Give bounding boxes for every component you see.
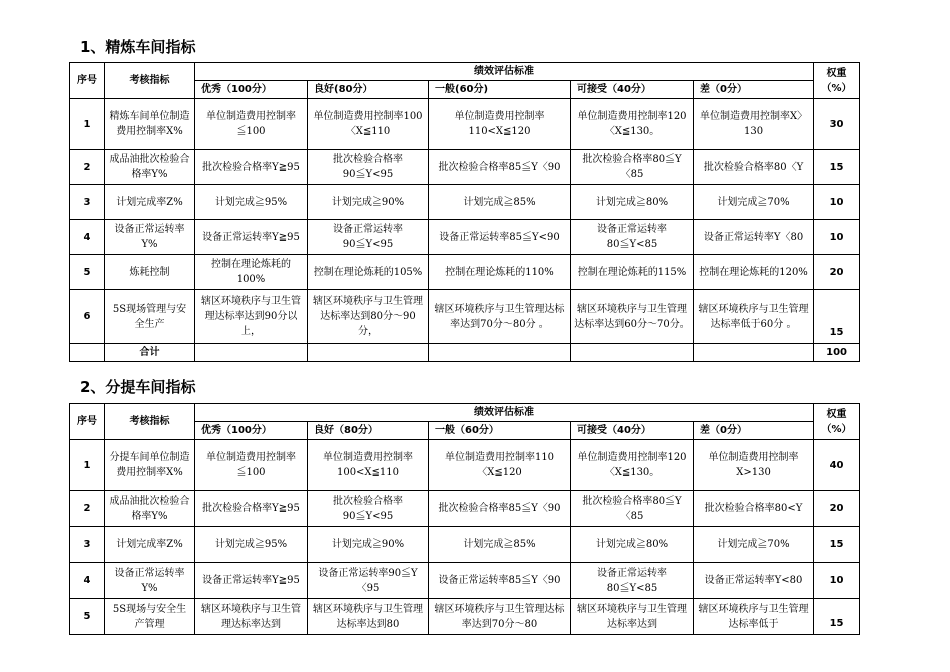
row-no: 6 xyxy=(70,290,105,344)
row-weight: 10 xyxy=(814,220,860,255)
cell-average: 单位制造费用控制率110〈X≦120 xyxy=(429,440,571,491)
cell-excellent: 辖区环境秩序与卫生管理达标率达到90分以上， xyxy=(195,290,308,344)
row-weight: 15 xyxy=(814,150,860,185)
cell-acceptable: 设备正常运转率80≦Y<85 xyxy=(571,220,694,255)
cell-excellent: 单位制造费用控制率≦100 xyxy=(195,99,308,150)
cell-average: 批次检验合格率85≦Y〈90 xyxy=(429,491,571,527)
cell-good: 辖区环境秩序与卫生管理达标率达到80分～90分， xyxy=(308,290,429,344)
cell-excellent: 计划完成≧95% xyxy=(195,527,308,563)
cell-poor: 设备正常运转率Y<80 xyxy=(694,563,814,599)
row-indicator: 计划完成率Z% xyxy=(105,185,195,220)
row-weight: 15 xyxy=(814,290,860,344)
total-row xyxy=(70,344,860,362)
table-row xyxy=(70,491,860,527)
cell-excellent: 设备正常运转率Y≧95 xyxy=(195,563,308,599)
row-weight: 10 xyxy=(814,185,860,220)
cell-average: 计划完成≧85% xyxy=(429,185,571,220)
row-indicator: 分提车间单位制造费用控制率X% xyxy=(105,440,195,491)
total-blank xyxy=(70,344,105,362)
table-row xyxy=(70,599,860,635)
cell-average: 单位制造费用控制率110<X≦120 xyxy=(429,99,571,150)
cell-good: 单位制造费用控制率100〈X≦110 xyxy=(308,99,429,150)
cell-excellent: 批次检验合格率Y≧95 xyxy=(195,491,308,527)
cell-acceptable: 单位制造费用控制率120〈X≦130。 xyxy=(571,99,694,150)
header-level-acceptable: 可接受（40分） xyxy=(571,81,694,99)
header-no: 序号 xyxy=(70,63,105,99)
cell-average: 辖区环境秩序与卫生管理达标率达到70分～80分 。 xyxy=(429,290,571,344)
row-no: 2 xyxy=(70,491,105,527)
cell-poor: 单位制造费用控制率X>130 xyxy=(694,440,814,491)
cell-excellent: 批次检验合格率Y≧95 xyxy=(195,150,308,185)
header-level-excellent: 优秀（100分） xyxy=(195,81,308,99)
table-row xyxy=(70,99,860,150)
row-no: 5 xyxy=(70,599,105,635)
header-level-poor: 差（0分） xyxy=(694,81,814,99)
total-blank xyxy=(195,344,308,362)
cell-acceptable: 辖区环境秩序与卫生管理达标率达到 xyxy=(571,599,694,635)
cell-good: 单位制造费用控制率100<X≦110 xyxy=(308,440,429,491)
header-standard: 绩效评估标准 xyxy=(195,404,814,422)
row-weight: 30 xyxy=(814,99,860,150)
cell-average: 设备正常运转率85≦Y〈90 xyxy=(429,563,571,599)
cell-excellent: 辖区环境秩序与卫生管理达标率达到 xyxy=(195,599,308,635)
row-no: 3 xyxy=(70,527,105,563)
header-level-acceptable: 可接受（40分） xyxy=(571,422,694,440)
total-blank xyxy=(308,344,429,362)
row-no: 1 xyxy=(70,99,105,150)
row-weight: 15 xyxy=(814,527,860,563)
cell-average: 设备正常运转率85≦Y<90 xyxy=(429,220,571,255)
cell-poor: 控制在理论炼耗的120% xyxy=(694,255,814,290)
cell-acceptable: 计划完成≧80% xyxy=(571,527,694,563)
cell-poor: 设备正常运转率Y〈80 xyxy=(694,220,814,255)
cell-acceptable: 控制在理论炼耗的115% xyxy=(571,255,694,290)
row-no: 2 xyxy=(70,150,105,185)
total-blank xyxy=(571,344,694,362)
cell-average: 辖区环境秩序与卫生管理达标率达到70分～80 xyxy=(429,599,571,635)
cell-excellent: 设备正常运转率Y≧95 xyxy=(195,220,308,255)
section-title-fractionation: 2、分提车间指标 xyxy=(80,378,196,396)
row-indicator: 5S现场管理与安全生产 xyxy=(105,290,195,344)
header-weight: 权重（%） xyxy=(814,63,860,99)
row-indicator: 炼耗控制 xyxy=(105,255,195,290)
cell-acceptable: 批次检验合格率80≦Y〈85 xyxy=(571,150,694,185)
cell-excellent: 控制在理论炼耗的100% xyxy=(195,255,308,290)
cell-acceptable: 辖区环境秩序与卫生管理达标率达到60分～70分。 xyxy=(571,290,694,344)
header-indicator: 考核指标 xyxy=(105,404,195,440)
header-level-poor: 差（0分） xyxy=(694,422,814,440)
cell-poor: 辖区环境秩序与卫生管理达标率低于60分 。 xyxy=(694,290,814,344)
header-level-good: 良好（80分） xyxy=(308,422,429,440)
row-indicator: 设备正常运转率Y% xyxy=(105,220,195,255)
row-no: 4 xyxy=(70,563,105,599)
row-weight: 40 xyxy=(814,440,860,491)
table-row xyxy=(70,255,860,290)
header-weight: 权重（%） xyxy=(814,404,860,440)
table-row xyxy=(70,220,860,255)
fractionation-kpi-table xyxy=(69,403,860,635)
cell-poor: 计划完成≧70% xyxy=(694,527,814,563)
refining-kpi-table xyxy=(69,62,860,362)
cell-acceptable: 计划完成≧80% xyxy=(571,185,694,220)
cell-poor: 辖区环境秩序与卫生管理达标率低于 xyxy=(694,599,814,635)
section-title-refining: 1、精炼车间指标 xyxy=(80,38,196,56)
cell-acceptable: 单位制造费用控制率120〈X≦130。 xyxy=(571,440,694,491)
header-indicator: 考核指标 xyxy=(105,63,195,99)
header-no: 序号 xyxy=(70,404,105,440)
header-standard: 绩效评估标准 xyxy=(195,63,814,81)
cell-acceptable: 设备正常运转率80≦Y<85 xyxy=(571,563,694,599)
row-weight: 20 xyxy=(814,491,860,527)
table-row xyxy=(70,527,860,563)
cell-poor: 批次检验合格率80<Y xyxy=(694,491,814,527)
row-weight: 10 xyxy=(814,563,860,599)
row-indicator: 计划完成率Z% xyxy=(105,527,195,563)
table-row xyxy=(70,290,860,344)
header-level-excellent: 优秀（100分） xyxy=(195,422,308,440)
row-indicator: 设备正常运转率Y% xyxy=(105,563,195,599)
cell-poor: 单位制造费用控制率X〉130 xyxy=(694,99,814,150)
table-row xyxy=(70,440,860,491)
row-no: 3 xyxy=(70,185,105,220)
row-weight: 20 xyxy=(814,255,860,290)
cell-good: 控制在理论炼耗的105% xyxy=(308,255,429,290)
total-label: 合计 xyxy=(105,344,195,362)
header-level-good: 良好(80分） xyxy=(308,81,429,99)
cell-average: 控制在理论炼耗的110% xyxy=(429,255,571,290)
cell-excellent: 计划完成≧95% xyxy=(195,185,308,220)
row-indicator: 成品油批次检验合格率Y% xyxy=(105,150,195,185)
cell-poor: 批次检验合格率80〈Y xyxy=(694,150,814,185)
total-blank xyxy=(694,344,814,362)
cell-good: 设备正常运转率90≦Y〈95 xyxy=(308,563,429,599)
row-weight: 15 xyxy=(814,599,860,635)
header-level-average: 一般(60分) xyxy=(429,81,571,99)
cell-average: 批次检验合格率85≦Y〈90 xyxy=(429,150,571,185)
cell-good: 辖区环境秩序与卫生管理达标率达到80 xyxy=(308,599,429,635)
header-level-average: 一般（60分） xyxy=(429,422,571,440)
row-no: 1 xyxy=(70,440,105,491)
cell-good: 批次检验合格率90≦Y<95 xyxy=(308,491,429,527)
table-row xyxy=(70,150,860,185)
row-indicator: 精炼车间单位制造费用控制率X% xyxy=(105,99,195,150)
cell-average: 计划完成≧85% xyxy=(429,527,571,563)
row-indicator: 成品油批次检验合格率Y% xyxy=(105,491,195,527)
total-blank xyxy=(429,344,571,362)
row-no: 4 xyxy=(70,220,105,255)
cell-excellent: 单位制造费用控制率≦100 xyxy=(195,440,308,491)
cell-acceptable: 批次检验合格率80≦Y〈85 xyxy=(571,491,694,527)
total-value: 100 xyxy=(814,344,860,362)
cell-good: 设备正常运转率90≦Y<95 xyxy=(308,220,429,255)
row-indicator: 5S现场与安全生产管理 xyxy=(105,599,195,635)
row-no: 5 xyxy=(70,255,105,290)
cell-good: 计划完成≧90% xyxy=(308,185,429,220)
cell-poor: 计划完成≧70% xyxy=(694,185,814,220)
cell-good: 批次检验合格率90≦Y<95 xyxy=(308,150,429,185)
cell-good: 计划完成≧90% xyxy=(308,527,429,563)
table-row xyxy=(70,563,860,599)
table-row xyxy=(70,185,860,220)
